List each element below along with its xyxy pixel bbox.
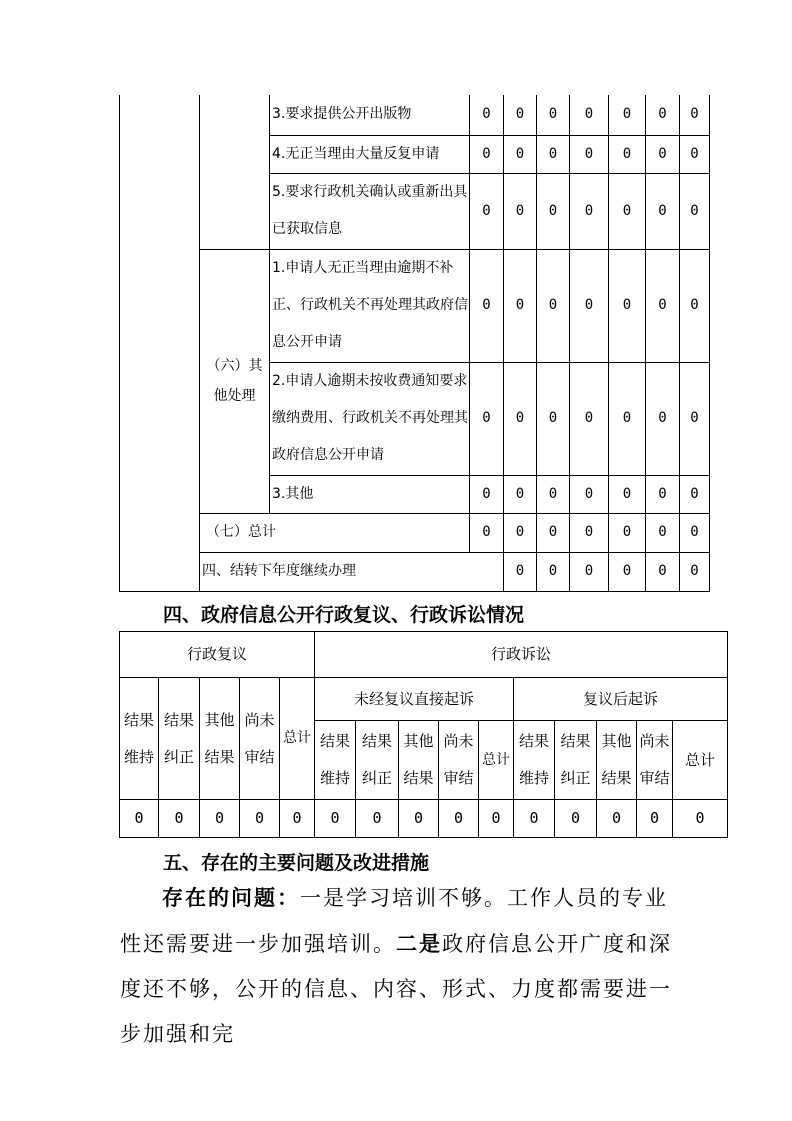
cell-value: 0 <box>680 95 710 135</box>
row-label: 2.申请人逾期未按收费通知要求缴纳费用、行政机关不再处理其政府信息公开申请 <box>270 362 470 475</box>
row-label: 5.要求行政机关确认或重新出具已获取信息 <box>270 173 470 249</box>
cell-value: 0 <box>570 552 609 591</box>
cell-value: 0 <box>646 135 680 173</box>
litigation-header: 行政诉讼 <box>315 632 728 678</box>
cell-value: 0 <box>570 135 609 173</box>
cell-value: 0 <box>356 800 399 838</box>
cell-value: 0 <box>609 95 646 135</box>
cell-value: 0 <box>537 135 570 173</box>
col-header: 尚未审结 <box>637 721 673 800</box>
carry-over-label: 四、结转下年度继续办理 <box>200 552 504 591</box>
subgroup-col-blank <box>200 95 270 249</box>
review-header: 行政复议 <box>120 632 315 678</box>
cell-value: 0 <box>570 362 609 475</box>
cell-value: 0 <box>609 249 646 362</box>
cell-value: 0 <box>537 95 570 135</box>
cell-value: 0 <box>680 249 710 362</box>
cell-value: 0 <box>555 800 597 838</box>
cell-value: 0 <box>399 800 439 838</box>
cell-value: 0 <box>597 800 637 838</box>
col-header: 其他结果 <box>200 678 240 800</box>
row-label: 3.其他 <box>270 475 470 513</box>
cell-value: 0 <box>609 362 646 475</box>
cell-value: 0 <box>537 362 570 475</box>
cell-value: 0 <box>537 475 570 513</box>
cell-value: 0 <box>315 800 356 838</box>
cell-value: 0 <box>646 95 680 135</box>
cell-value: 0 <box>537 173 570 249</box>
cell-value: 0 <box>470 362 504 475</box>
application-handling-table <box>119 95 710 592</box>
point-one-text: 学习培训不够。工作人员的专业性还需要进一步加强培训。 <box>120 886 668 956</box>
cell-value: 0 <box>609 552 646 591</box>
after-review-header: 复议后起诉 <box>514 678 728 721</box>
review-litigation-table <box>119 631 728 838</box>
cell-value: 0 <box>646 513 680 552</box>
group-col-blank <box>120 95 200 591</box>
cell-value: 0 <box>637 800 673 838</box>
col-header: 结果维持 <box>120 678 159 800</box>
cell-value: 0 <box>280 800 315 838</box>
row-label: 1.申请人无正当理由逾期不补正、行政机关不再处理其政府信息公开申请 <box>270 249 470 362</box>
col-header: 结果纠正 <box>555 721 597 800</box>
cell-value: 0 <box>609 173 646 249</box>
problems-lead: 存在的问题： <box>162 885 300 910</box>
col-header: 尚未审结 <box>439 721 479 800</box>
cell-value: 0 <box>673 800 728 838</box>
cell-value: 0 <box>680 475 710 513</box>
cell-value: 0 <box>240 800 280 838</box>
cell-value: 0 <box>609 513 646 552</box>
cell-value: 0 <box>504 362 537 475</box>
col-header: 尚未审结 <box>240 678 280 800</box>
cell-value: 0 <box>504 173 537 249</box>
cell-value: 0 <box>120 800 159 838</box>
col-header: 总计 <box>479 721 514 800</box>
cell-value: 0 <box>646 249 680 362</box>
cell-value: 0 <box>470 513 504 552</box>
cell-value: 0 <box>470 475 504 513</box>
group-other-label: （六）其他处理 <box>200 249 270 513</box>
cell-value: 0 <box>680 362 710 475</box>
cell-value: 0 <box>537 552 570 591</box>
cell-value: 0 <box>504 95 537 135</box>
cell-value: 0 <box>537 513 570 552</box>
col-header: 结果维持 <box>315 721 356 800</box>
section5-heading: 五、存在的主要问题及改进措施 <box>163 852 430 874</box>
cell-value: 0 <box>646 475 680 513</box>
cell-value: 0 <box>470 173 504 249</box>
cell-value: 0 <box>504 135 537 173</box>
cell-value: 0 <box>680 173 710 249</box>
cell-value: 0 <box>504 475 537 513</box>
cell-value: 0 <box>200 800 240 838</box>
cell-value: 0 <box>504 552 537 591</box>
cell-value: 0 <box>570 249 609 362</box>
cell-value: 0 <box>680 135 710 173</box>
cell-value: 0 <box>504 249 537 362</box>
cell-value: 0 <box>537 249 570 362</box>
point-one-label: 一是 <box>300 886 346 910</box>
cell-value: 0 <box>504 513 537 552</box>
cell-value: 0 <box>570 513 609 552</box>
cell-value: 0 <box>570 475 609 513</box>
cell-value: 0 <box>646 362 680 475</box>
col-header: 结果维持 <box>514 721 555 800</box>
cell-value: 0 <box>570 173 609 249</box>
row-label: 3.要求提供公开出版物 <box>270 95 470 135</box>
section4-heading: 四、政府信息公开行政复议、行政诉讼情况 <box>163 604 525 626</box>
col-header: 其他结果 <box>399 721 439 800</box>
cell-value: 0 <box>680 513 710 552</box>
cell-value: 0 <box>646 173 680 249</box>
cell-value: 0 <box>159 800 200 838</box>
point-two-label: 二是 <box>396 931 442 956</box>
col-header: 其他结果 <box>597 721 637 800</box>
cell-value: 0 <box>439 800 479 838</box>
cell-value: 0 <box>470 249 504 362</box>
cell-value: 0 <box>570 95 609 135</box>
cell-value: 0 <box>680 552 710 591</box>
cell-value: 0 <box>646 552 680 591</box>
direct-lawsuit-header: 未经复议直接起诉 <box>315 678 514 721</box>
col-header: 总计 <box>280 678 315 800</box>
cell-value: 0 <box>470 135 504 173</box>
cell-value: 0 <box>470 95 504 135</box>
col-header: 总计 <box>673 721 728 800</box>
point-two-text: 政府信息公开广度和深度还不够，公开的信息、内容、形式、力度都需要进一步加强和完 <box>120 932 672 1046</box>
cell-value: 0 <box>514 800 555 838</box>
total-label: （七）总计 <box>200 513 470 552</box>
problems-paragraph <box>120 875 680 1057</box>
cell-value: 0 <box>609 475 646 513</box>
col-header: 结果纠正 <box>159 678 200 800</box>
row-label: 4.无正当理由大量反复申请 <box>270 135 470 173</box>
col-header: 结果纠正 <box>356 721 399 800</box>
cell-value: 0 <box>479 800 514 838</box>
cell-value: 0 <box>609 135 646 173</box>
